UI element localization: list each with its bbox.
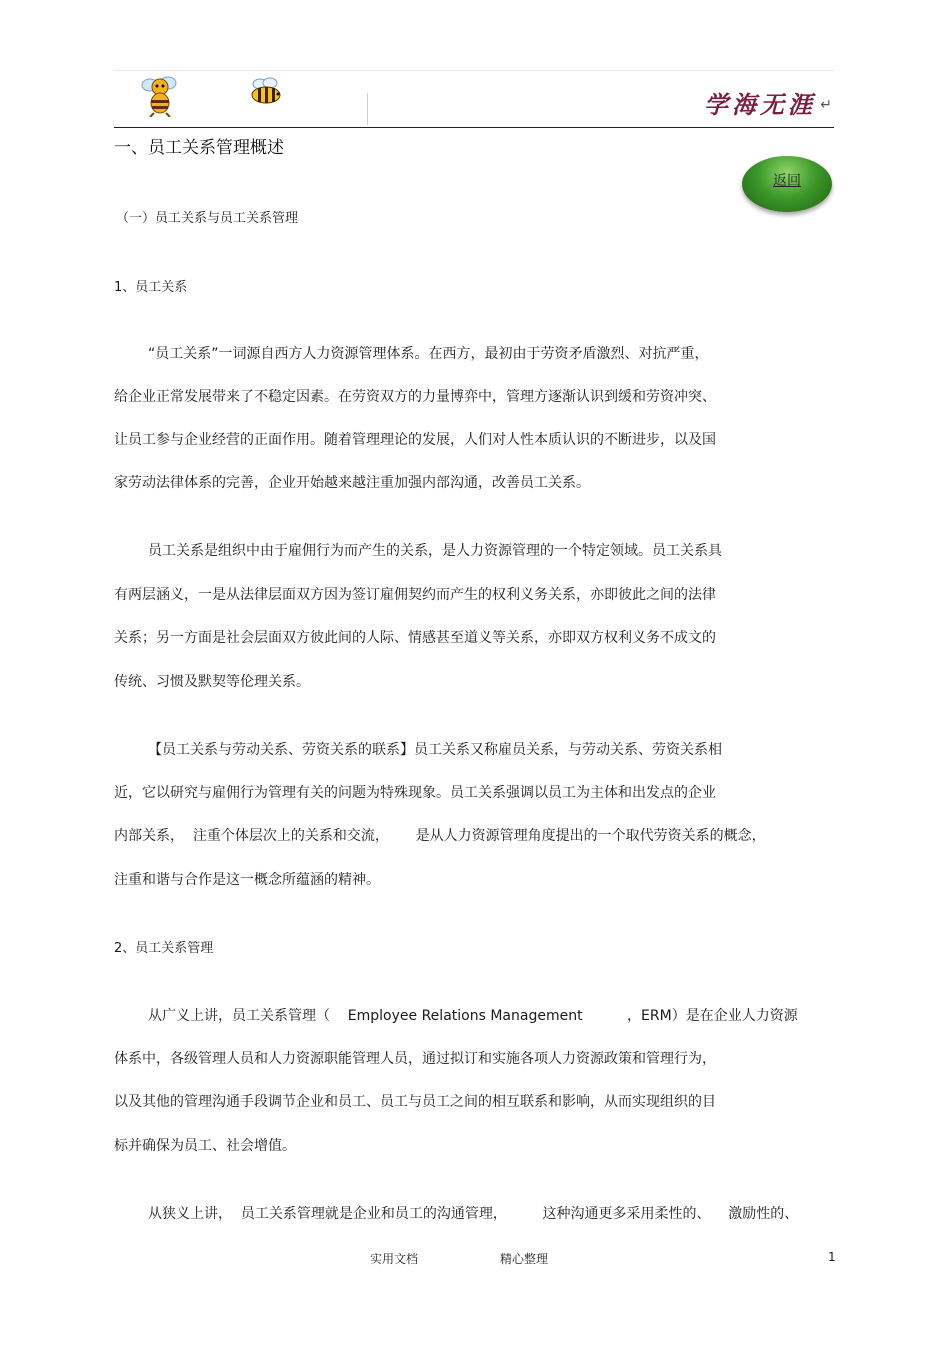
paragraph-2-line: 有两层涵义，一是从法律层面双方因为签订雇佣契约而产生的权利义务关系，亦即彼此之间的法律	[114, 587, 716, 603]
paragraph-3-line: 注重和谐与合作是这一概念所蕴涵的精神。	[114, 872, 380, 888]
paragraph-1-line: “员工关系”一词源自西方人力资源管理体系。在西方，最初由于劳资矛盾激烈、对抗严重，	[148, 346, 709, 362]
paragraph-2-line: 传统、习惯及默契等伦理关系。	[114, 674, 310, 690]
paragraph-4-line: 体系中，各级管理人员和人力资源职能管理人员，通过拟订和实施各项人力资源政策和管理行为，	[114, 1051, 716, 1067]
page-title: 一、员工关系管理概述	[114, 138, 284, 158]
paragraph-4-line: 标并确保为员工、社会增值。	[114, 1138, 296, 1154]
paragraph-1-line: 家劳动法律体系的完善，企业开始越来越注重加强内部沟通，改善员工关系。	[114, 475, 590, 491]
header-divider	[367, 93, 368, 125]
section-heading: （一）员工关系与员工关系管理	[116, 211, 299, 226]
bee-mascot-icon	[138, 73, 182, 117]
paragraph-4-line: 从广义上讲，员工关系管理（ Employee Relations Management ，ERM）是在企业人力资源	[148, 1008, 798, 1024]
paragraph-4-line: 以及其他的管理沟通手段调节企业和员工、员工与员工之间的相互联系和影响，从而实现组织的目	[114, 1094, 716, 1110]
footer-center-text: 精心整理	[500, 1252, 549, 1266]
paragraph-1-line: 给企业正常发展带来了不稳定因素。在劳资双方的力量博弈中，管理方逐渐认识到缓和劳资冲突、	[114, 389, 716, 405]
subheading-employee-relations: 1、员工关系	[114, 280, 188, 295]
page-header	[114, 70, 834, 128]
bee-small-icon	[246, 77, 286, 107]
paragraph-5-line: 从狭义上讲， 员工关系管理就是企业和员工的沟通管理， 这种沟通更多采用柔性的、 激励性的、	[148, 1206, 799, 1222]
header-motto: 学海无涯	[704, 90, 816, 119]
page-number: 1	[828, 1250, 836, 1264]
paragraph-3-line: 近，它以研究与雇佣行为管理有关的问题为特殊现象。员工关系强调以员工为主体和出发点的企业	[114, 785, 716, 801]
subheading-erm: 2、员工关系管理	[114, 941, 214, 956]
footer-left-text: 实用文档	[370, 1252, 419, 1266]
back-button-label: 返回	[773, 173, 801, 189]
return-mark-icon: ↵	[820, 97, 832, 113]
paragraph-2-line: 关系；另一方面是社会层面双方彼此间的人际、情感甚至道义等关系，亦即双方权利义务不成文的	[114, 630, 716, 646]
paragraph-2-line: 员工关系是组织中由于雇佣行为而产生的关系，是人力资源管理的一个特定领域。员工关系具	[148, 543, 722, 559]
paragraph-3-line: 内部关系， 注重个体层次上的关系和交流， 是从人力资源管理角度提出的一个取代劳资关系的概念，	[114, 828, 766, 844]
back-button[interactable]	[742, 156, 832, 212]
paragraph-3-line: 【员工关系与劳动关系、劳资关系的联系】员工关系又称雇员关系，与劳动关系、劳资关系相	[148, 742, 722, 758]
paragraph-1-line: 让员工参与企业经营的正面作用。随着管理理论的发展，人们对人性本质认识的不断进步，以及国	[114, 432, 716, 448]
